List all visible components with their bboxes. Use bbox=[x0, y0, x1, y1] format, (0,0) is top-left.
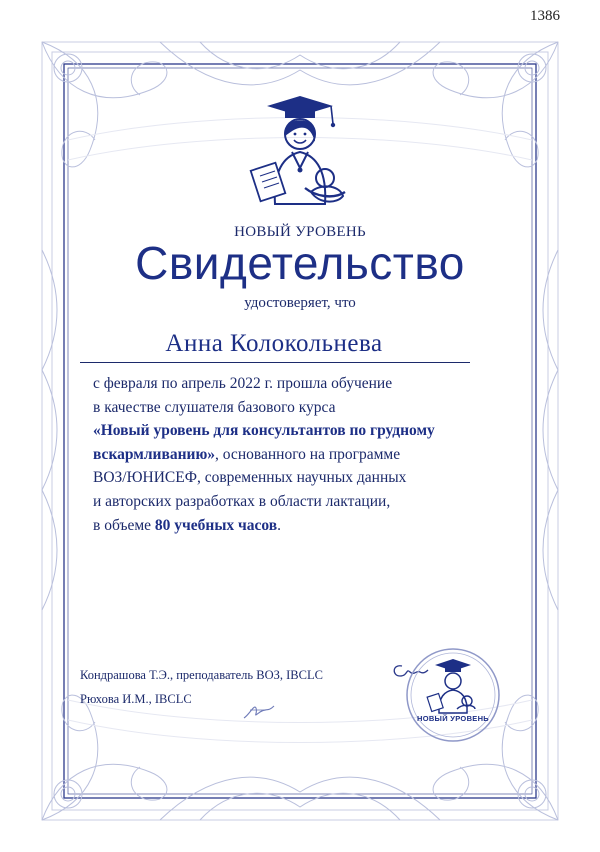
certificate-body bbox=[93, 372, 513, 537]
body-line bbox=[93, 443, 513, 467]
recipient-name: Анна Колокольнева bbox=[165, 330, 383, 357]
signature-icon bbox=[240, 700, 276, 722]
body-line: и авторских разработках в области лактации, bbox=[93, 492, 391, 510]
body-line bbox=[93, 514, 513, 538]
certificate-title: Свидетельство bbox=[135, 237, 465, 289]
certifies-text: удостоверяет, что bbox=[244, 295, 356, 311]
body-text-fragment: в объеме bbox=[93, 516, 155, 534]
stamp-logo-icon bbox=[405, 647, 501, 743]
body-line: ВОЗ/ЮНИСЕФ, современных научных данных bbox=[93, 469, 407, 487]
course-name: «Новый уровень для консультантов по грудному bbox=[93, 422, 435, 440]
body-line: в качестве слушателя базового курса bbox=[93, 398, 336, 416]
signatory-1: Кондрашова Т.Э., преподаватель ВОЗ, IBCLC bbox=[80, 668, 323, 682]
course-name-line bbox=[93, 419, 513, 443]
body-text-fragment: . bbox=[277, 516, 282, 534]
body-line: с февраля по апрель 2022 г. прошла обучение bbox=[93, 375, 393, 392]
course-hours: 80 учебных часов bbox=[154, 516, 278, 534]
stamp-text: НОВЫЙ УРОВЕНЬ bbox=[416, 714, 489, 723]
certificate-number: 1386 bbox=[530, 8, 560, 24]
organization-name: НОВЫЙ УРОВЕНЬ bbox=[234, 224, 366, 240]
course-name: вскармливанию» bbox=[93, 445, 216, 463]
graduate-logo-icon bbox=[245, 92, 355, 222]
name-underline bbox=[80, 362, 470, 363]
body-text-fragment: , основанного на программе bbox=[215, 445, 401, 463]
signatory-2: Рюхова И.М., IBCLC bbox=[80, 692, 192, 706]
